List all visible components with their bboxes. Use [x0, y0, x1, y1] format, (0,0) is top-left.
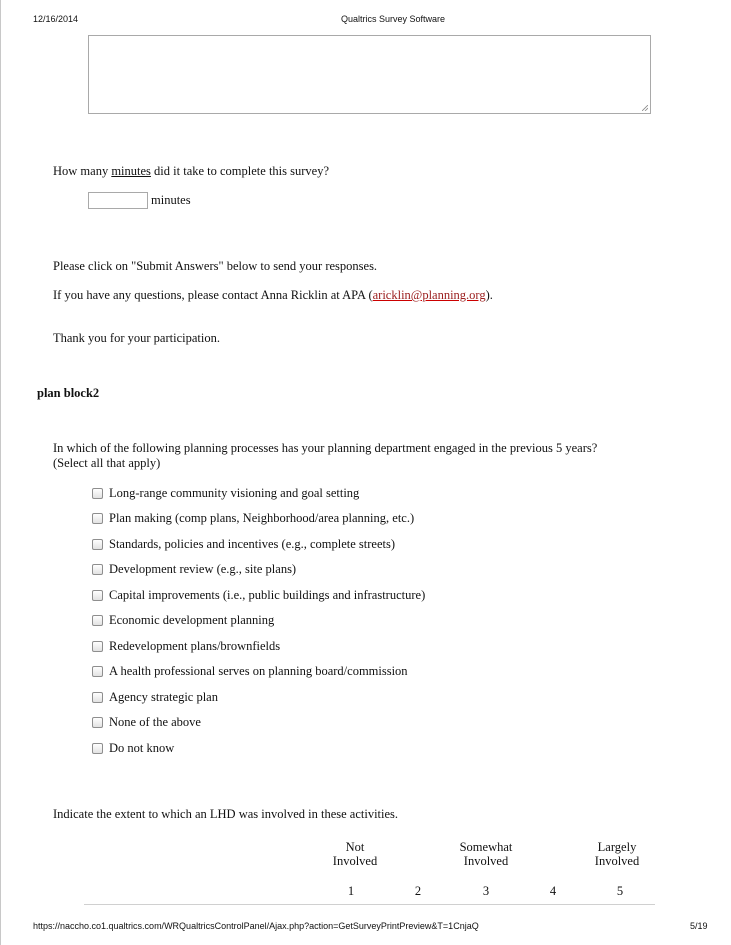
- minutes-question-text: How many minutes did it take to complete this survey?: [53, 164, 330, 178]
- scale-number: 5: [616, 884, 624, 898]
- option-row[interactable]: Capital improvements (i.e., public buildings and infrastructure): [92, 587, 425, 603]
- footer-page-number: 5/19: [690, 921, 708, 931]
- minutes-unit-label: minutes: [151, 193, 191, 207]
- scale-number: 4: [549, 884, 557, 898]
- print-date: 12/16/2014: [33, 14, 79, 24]
- scale-number: 3: [482, 884, 490, 898]
- resize-grip-icon[interactable]: [642, 105, 648, 111]
- checkbox[interactable]: [92, 615, 103, 626]
- checkbox[interactable]: [92, 641, 103, 652]
- minutes-input[interactable]: [88, 192, 148, 209]
- block-title: plan block2: [37, 386, 100, 400]
- option-row[interactable]: Redevelopment plans/brownfields: [92, 638, 280, 654]
- option-row[interactable]: Agency strategic plan: [92, 689, 218, 705]
- option-row[interactable]: Do not know: [92, 740, 174, 756]
- scale-divider: [84, 904, 655, 905]
- checkbox[interactable]: [92, 539, 103, 550]
- comment-textarea[interactable]: [88, 35, 651, 114]
- checkbox[interactable]: [92, 743, 103, 754]
- checkbox[interactable]: [92, 564, 103, 575]
- checkbox[interactable]: [92, 488, 103, 499]
- page-left-border: [0, 0, 1, 945]
- planning-question-text: In which of the following planning processes has your planning department engaged in the previous 5 years? (Select all that apply): [53, 441, 598, 470]
- option-row[interactable]: None of the above: [92, 714, 201, 730]
- footer-url: https://naccho.co1.qualtrics.com/WRQualtricsControlPanel/Ajax.php?action=GetSurveyPrintPreview&T=1CnjaQ: [33, 921, 479, 931]
- thanks-text: Thank you for your participation.: [53, 331, 220, 345]
- scale-label-not-involved: Not Involved: [332, 840, 378, 868]
- option-row[interactable]: Economic development planning: [92, 612, 274, 628]
- contact-text: If you have any questions, please contact Anna Ricklin at APA (aricklin@planning.org).: [53, 288, 493, 302]
- checkbox[interactable]: [92, 513, 103, 524]
- checkbox[interactable]: [92, 666, 103, 677]
- scale-label-largely-involved: Largely Involved: [594, 840, 640, 868]
- checkbox[interactable]: [92, 717, 103, 728]
- checkbox[interactable]: [92, 692, 103, 703]
- option-row[interactable]: Plan making (comp plans, Neighborhood/area planning, etc.): [92, 510, 414, 526]
- lhd-question-text: Indicate the extent to which an LHD was involved in these activities.: [53, 807, 399, 821]
- scale-label-somewhat-involved: Somewhat Involved: [459, 840, 513, 868]
- option-row[interactable]: Development review (e.g., site plans): [92, 561, 296, 577]
- option-row[interactable]: Long-range community visioning and goal setting: [92, 485, 359, 501]
- checkbox[interactable]: [92, 590, 103, 601]
- contact-email-link[interactable]: aricklin@planning.org: [372, 288, 486, 302]
- option-row[interactable]: A health professional serves on planning board/commission: [92, 663, 408, 679]
- print-title: Qualtrics Survey Software: [341, 14, 446, 24]
- scale-number: 1: [347, 884, 355, 898]
- scale-number: 2: [414, 884, 422, 898]
- submit-instruction: Please click on "Submit Answers" below to send your responses.: [53, 259, 378, 273]
- option-row[interactable]: Standards, policies and incentives (e.g., complete streets): [92, 536, 395, 552]
